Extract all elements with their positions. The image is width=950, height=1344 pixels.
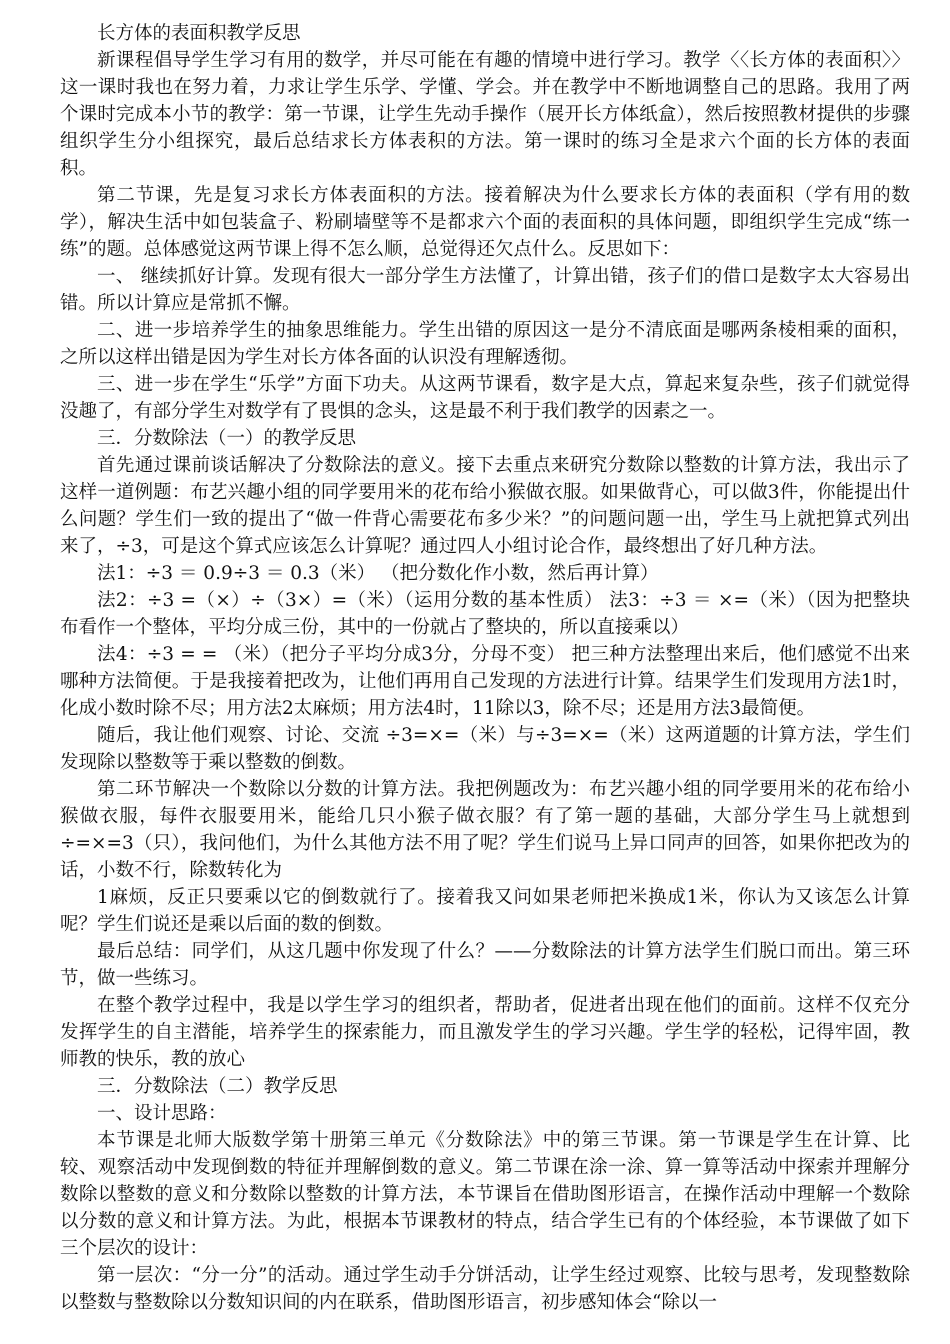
paragraph: 法2：÷3 =（×）÷（3×）=（米）（运用分数的基本性质） 法3：÷3 ＝ ×=（米）（因为把整块布看作一个整体，平均分成三份，其中的一份就占了整块的，所以直接乘以） xyxy=(60,590,910,638)
paragraph: 法4：÷3 = = （米）（把分子平均分成3分，分母不变） 把三种方法整理出来后，他们感觉不出来哪种方法简便。于是我接着把改为，让他们再用自己发现的方法进行计算。结果学生们发现用方法1时，化成小数时除不尽；用方法2太麻烦；用方法4时，11除以3，除不尽；还是用方法3最简便。 xyxy=(60,644,910,719)
paragraph: 一、 继续抓好计算。发现有很大一部分学生方法懂了，计算出错，孩子们的借口是数字太大容易出错。所以计算应是常抓不懈。 xyxy=(60,266,910,314)
paragraph: 1麻烦，反正只要乘以它的倒数就行了。接着我又问如果老师把米换成1米，你认为又该怎么计算呢？学生们说还是乘以后面的数的倒数。 xyxy=(60,887,910,935)
paragraph: 在整个教学过程中，我是以学生学习的组织者，帮助者，促进者出现在他们的面前。这样不仅充分发挥学生的自主潜能，培养学生的探索能力，而且激发学生的学习兴趣。学生学的轻松，记得牢固，教师教的快乐，教的放心 xyxy=(60,995,910,1070)
paragraph: 新课程倡导学生学习有用的数学，并尽可能在有趣的情境中进行学习。教学〈〈长方体的表面积〉〉这一课时我也在努力着，力求让学生乐学、学懂、学会。并在教学中不断地调整自己的思路。我用了两个课时完成本小节的教学：第一节课，让学生先动手操作（展开长方体纸盒），然后按照教材提供的步骤组织学生分小组探究，最后总结求长方体表积的方法。第一课时的练习全是求六个面的长方体的表面积。 xyxy=(60,50,910,179)
paragraph: 最后总结：同学们，从这几题中你发现了什么？——分数除法的计算方法学生们脱口而出。第三环节，做一些练习。 xyxy=(60,941,910,989)
paragraph: 二、进一步培养学生的抽象思维能力。学生出错的原因这一是分不清底面是哪两条棱相乘的面积，之所以这样出错是因为学生对长方体各面的认识没有理解透彻。 xyxy=(60,320,910,368)
section-heading: 三．分数除法（一）的教学反思 xyxy=(97,428,357,449)
paragraph: 第二环节解决一个数除以分数的计算方法。我把例题改为：布艺兴趣小组的同学要用米的花布给小猴做衣服，每件衣服要用米，能给几只小猴子做衣服？有了第一题的基础，大部分学生马上就想到÷=×=3（只），我问他们，为什么其他方法不用了呢？学生们说马上异口同声的回答，如果你把改为的话，小数不行，除数转化为 xyxy=(60,779,910,881)
paragraph: 第二节课，先是复习求长方体表面积的方法。接着解决为什么要求长方体的表面积（学有用的数学），解决生活中如包装盒子、粉刷墙壁等不是都求六个面的表面积的具体问题，即组织学生完成“练一练”的题。总体感觉这两节课上得不怎么顺，总觉得还欠点什么。反思如下： xyxy=(60,185,910,260)
paragraph: 首先通过课前谈话解决了分数除法的意义。接下去重点来研究分数除以整数的计算方法，我出示了这样一道例题：布艺兴趣小组的同学要用米的花布给小猴做衣服。如果做背心，可以做3件，你能提出什么问题？学生们一致的提出了“做一件背心需要花布多少米？”的问题问题一出，学生马上就把算式列出来了，÷3，可是这个算式应该怎么计算呢？通过四人小组讨论合作，最终想出了好几种方法。 xyxy=(60,455,910,557)
paragraph: 三、进一步在学生“乐学”方面下功夫。从这两节课看，数字是大点，算起来复杂些，孩子们就觉得没趣了，有部分学生对数学有了畏惧的念头，这是最不利于我们教学的因素之一。 xyxy=(60,374,910,422)
section-heading: 三．分数除法（二）教学反思 xyxy=(97,1076,338,1097)
doc-title: 长方体的表面积教学反思 xyxy=(97,23,301,44)
paragraph: 法1：÷3 ＝ 0.9÷3 ＝ 0.3（米） （把分数化作小数，然后再计算） xyxy=(97,563,659,584)
paragraph: 随后，我让他们观察、讨论、交流 ÷3=×=（米）与÷3=×=（米）这两道题的计算方法，学生们发现除以整数等于乘以整数的倒数。 xyxy=(60,725,910,773)
paragraph: 第一层次：“分一分”的活动。通过学生动手分饼活动，让学生经过观察、比较与思考，发现整数除以整数与整数除以分数知识间的内在联系，借助图形语言，初步感知体会“除以一 xyxy=(60,1265,910,1313)
subsection-heading: 一、设计思路： xyxy=(97,1103,227,1124)
paragraph: 本节课是北师大版数学第十册第三单元《分数除法》中的第三节课。第一节课是学生在计算、比较、观察活动中发现倒数的特征并理解倒数的意义。第二节课在涂一涂、算一算等活动中探索并理解分数除以整数的意义和分数除以整数的计算方法，本节课旨在借助图形语言，在操作活动中理解一个数除以分数的意义和计算方法。为此，根据本节课教材的特点，结合学生已有的个体经验，本节课做了如下三个层次的设计： xyxy=(60,1130,910,1259)
